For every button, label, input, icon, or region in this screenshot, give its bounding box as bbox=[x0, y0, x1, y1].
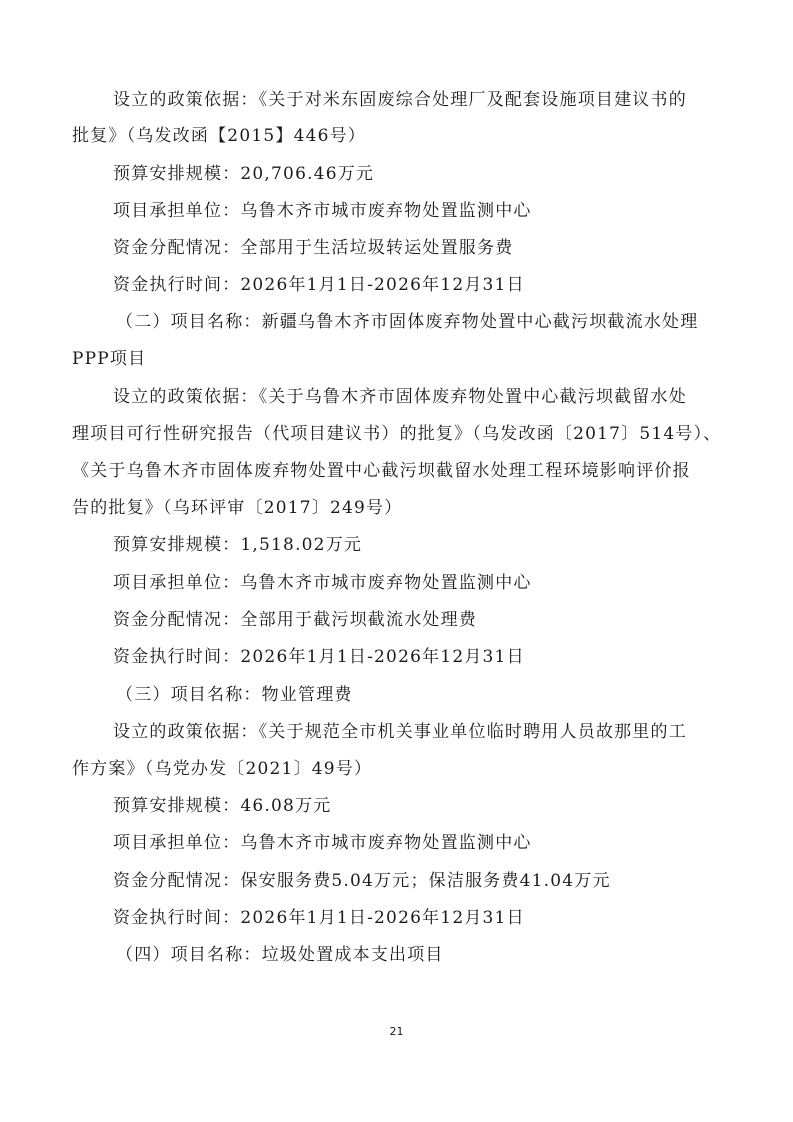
paragraph-line: 预算安排规模：20,706.46万元 bbox=[113, 164, 375, 184]
paragraph-line: 理项目可行性研究报告（代项目建议书）的批复》（乌发改函〔2017〕514号）、 bbox=[72, 424, 722, 444]
section-heading: （二）项目名称：新疆乌鲁木齐市固体废弃物处置中心截污坝截流水处理 bbox=[116, 312, 699, 332]
paragraph-line: 设立的政策依据：《关于规范全市机关事业单位临时聘用人员故那里的工 bbox=[113, 722, 687, 742]
paragraph-line: 资金分配情况：保安服务费5.04万元；保洁服务费41.04万元 bbox=[113, 871, 611, 891]
section-heading: （四）项目名称：垃圾处置成本支出项目 bbox=[116, 945, 444, 965]
paragraph-line: 设立的政策依据：《关于乌鲁木齐市固体废弃物处置中心截污坝截留水处 bbox=[113, 387, 687, 407]
paragraph-line: 《关于乌鲁木齐市固体废弃物处置中心截污坝截留水处理工程环境影响评价报 bbox=[72, 461, 691, 481]
paragraph-line: 项目承担单位：乌鲁木齐市城市废弃物处置监测中心 bbox=[113, 201, 532, 221]
paragraph-line: 预算安排规模：1,518.02万元 bbox=[113, 535, 363, 555]
paragraph-line: 作方案》（乌党办发〔2021〕49号） bbox=[72, 759, 373, 779]
paragraph-line: 项目承担单位：乌鲁木齐市城市废弃物处置监测中心 bbox=[113, 833, 532, 853]
paragraph-line: 资金分配情况：全部用于生活垃圾转运处置服务费 bbox=[113, 238, 514, 258]
paragraph-line: 告的批复》（乌环评审〔2017〕249号） bbox=[72, 498, 403, 518]
section-heading: （三）项目名称：物业管理费 bbox=[116, 685, 353, 705]
paragraph-line: 批复》（乌发改函【2015】446号） bbox=[72, 126, 367, 146]
paragraph-line: 资金分配情况：全部用于截污坝截流水处理费 bbox=[113, 610, 477, 630]
paragraph-line: 项目承担单位：乌鲁木齐市城市废弃物处置监测中心 bbox=[113, 573, 532, 593]
paragraph-line: 资金执行时间：2026年1月1日-2026年12月31日 bbox=[113, 647, 525, 667]
paragraph-line: 资金执行时间：2026年1月1日-2026年12月31日 bbox=[113, 908, 525, 928]
paragraph-line: PPP项目 bbox=[72, 349, 147, 369]
page-number: 21 bbox=[389, 1025, 404, 1038]
paragraph-line: 预算安排规模：46.08万元 bbox=[113, 796, 332, 816]
paragraph-line: 资金执行时间：2026年1月1日-2026年12月31日 bbox=[113, 275, 525, 295]
paragraph-line: 设立的政策依据：《关于对米东固废综合处理厂及配套设施项目建议书的 bbox=[113, 90, 687, 110]
